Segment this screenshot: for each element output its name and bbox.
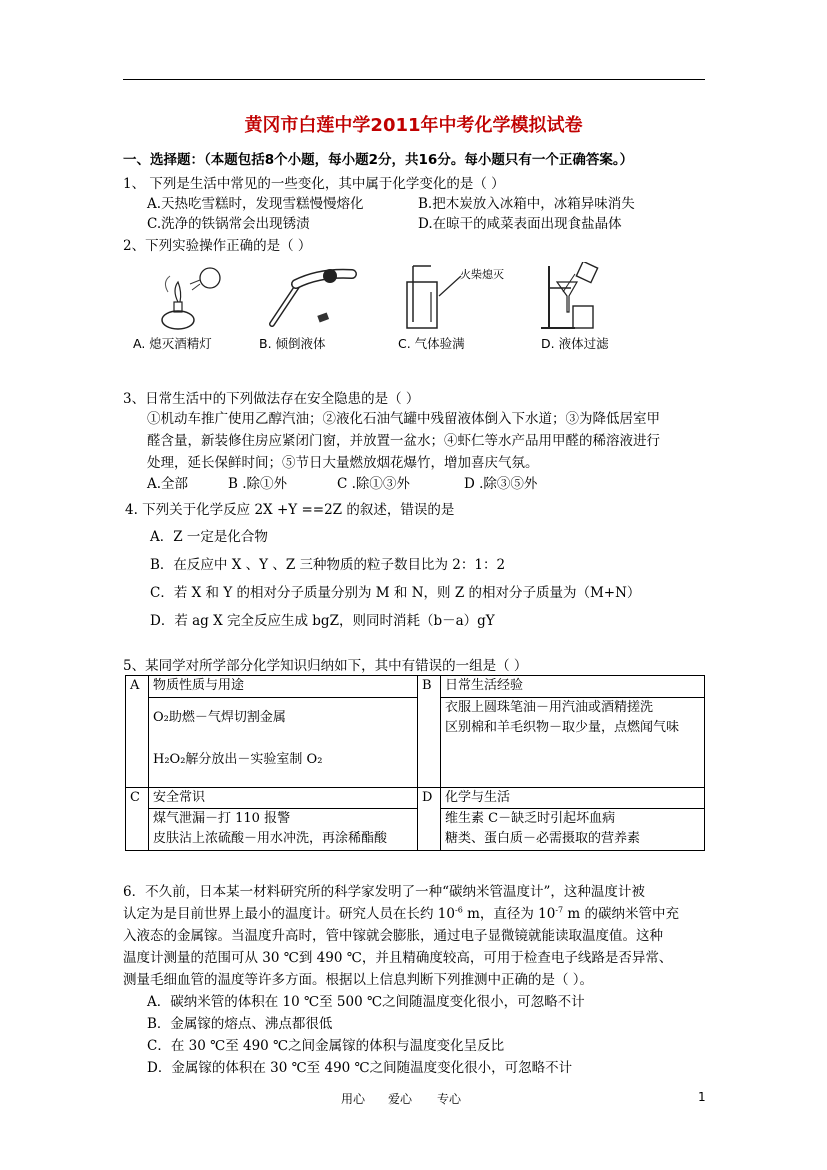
page-title: 黄冈市白莲中学2011年中考化学模拟试卷 <box>244 115 583 136</box>
figure-a-caption: A. 熄灭酒精灯 <box>133 336 212 351</box>
figure-b-caption: B. 倾倒液体 <box>259 336 326 351</box>
q4-option-a: A．Z 一定是化合物 <box>150 529 268 545</box>
q2-stem: 2、下列实验操作正确的是（ ） <box>123 238 312 254</box>
cell-b-head: 日常生活经验 <box>441 676 705 698</box>
header-rule <box>123 79 705 80</box>
q5-knowledge-table <box>125 675 705 851</box>
cell-d-letter: D <box>418 788 441 809</box>
cell-b-content <box>441 698 705 788</box>
q6-line1: 6．不久前，日本某一材料研究所的科学家发明了一种“碳纳米管温度计”，这种温度计被 <box>123 884 645 900</box>
q4-option-d: D．若 ag X 完全反应生成 bgZ，则同时消耗（b－a）gY <box>150 613 495 629</box>
figure-c-caption: C. 气体验满 <box>398 336 465 351</box>
figure-d-filtration <box>535 262 635 332</box>
cell-b-letter: B <box>418 676 441 698</box>
cell-d-line2: 糖类、蛋白质－必需摄取的营养素 <box>445 831 641 846</box>
q5-stem: 5、某同学对所学部分化学知识归纳如下，其中有错误的一组是（ ） <box>123 658 528 674</box>
cell-c-head: 安全常识 <box>149 788 418 809</box>
q1-option-b: B.把木炭放入冰箱中，冰箱异味消失 <box>418 196 635 212</box>
q6-option-b: B．金属镓的熔点、沸点都很低 <box>147 1016 333 1032</box>
cell-d-head: 化学与生活 <box>441 788 705 809</box>
q3-line1: ①机动车推广使用乙醇汽油；②液化石油气罐中残留液体倒入下水道；③为降低居室甲 <box>147 411 660 427</box>
q3-line3: 处理，延长保鲜时间；⑤节日大量燃放烟花爆竹，增加喜庆气氛。 <box>147 455 539 471</box>
figure-c-label: 火柴熄灭 <box>460 268 504 281</box>
footer-word-3: 专心 <box>437 1092 462 1106</box>
q6-option-d: D．金属镓的体积在 30 ℃至 490 ℃之间随温度变化很小，可忽略不计 <box>147 1060 573 1076</box>
q4-stem: 4. 下列关于化学反应 2X +Y ==2Z 的叙述，错误的是 <box>125 502 455 518</box>
q3-option-a: A.全部 <box>147 476 189 492</box>
cell-c-letter: C <box>126 788 149 809</box>
cell-b-line2: 区别棉和羊毛织物－取少量，点燃闻气味 <box>445 720 680 735</box>
q1-option-c: C.洗净的铁锅常会出现锈渍 <box>147 216 310 232</box>
q6-exponent-2: -7 <box>555 905 564 915</box>
q6-line2-part2: m，直径为 10 <box>462 906 556 922</box>
q6-line2-part1: 认定为是目前世界上最小的温度计。研究人员在长约 10 <box>123 906 455 922</box>
section-heading: 一、选择题：（本题包括8个小题，每小题2分，共16分。每小题只有一个正确答案。） <box>123 152 634 168</box>
cell-c-line1: 煤气泄漏－打 110 报警 <box>153 811 291 826</box>
q3-option-b: B .除①外 <box>228 476 288 492</box>
q6-line2-part3: m 的碳纳米管中充 <box>563 906 680 922</box>
footer-word-2: 爱心 <box>388 1092 413 1106</box>
cell-c-line2: 皮肤沾上浓硫酸－用水冲洗，再涂稀酯酸 <box>153 831 388 846</box>
q6-line3: 入液态的金属镓。当温度升高时，管中镓就会膨胀，通过电子显微镜就能读取温度值。这种 <box>123 928 663 944</box>
q6-option-a: A．碳纳米管的体积在 10 ℃至 500 ℃之间随温度变化很小，可忽略不计 <box>147 994 585 1010</box>
q1-option-a: A.天热吃雪糕时，发现雪糕慢慢熔化 <box>147 196 364 212</box>
q4-option-b: B．在反应中 X 、Y 、Z 三种物质的粒子数目比为 2：1：2 <box>150 557 506 573</box>
q3-option-c: C .除①③外 <box>337 476 410 492</box>
cell-a-line2: H₂O₂解分放出－实验室制 O₂ <box>153 752 323 767</box>
q6-line2 <box>123 902 679 922</box>
q1-option-d: D.在晾干的咸菜表面出现食盐晶体 <box>418 216 622 232</box>
footer-word-1: 用心 <box>341 1092 366 1106</box>
q6-line5: 测量毛细血管的温度等许多方面。根据以上信息判断下列推测中正确的是（ ）。 <box>123 972 594 988</box>
q3-line2: 醛含量，新装修住房应紧闭门窗，并放置一盆水；④虾仁等水产品用甲醛的稀溶液进行 <box>147 433 660 449</box>
cell-d-content <box>441 809 705 851</box>
figure-a-extinguish-lamp <box>140 262 240 332</box>
cell-b-line1: 衣服上圆珠笔油－用汽油或酒精搓洗 <box>445 700 654 715</box>
q1-stem: 1、 下列是生活中常见的一些变化，其中属于化学变化的是（ ） <box>123 176 505 192</box>
cell-a-line1: O₂助燃－气焊切割金属 <box>153 710 286 725</box>
cell-a-head: 物质性质与用途 <box>149 676 418 698</box>
figure-b-pour-liquid <box>260 262 360 332</box>
figure-d-caption: D. 液体过滤 <box>541 336 609 351</box>
cell-d-line1: 维生素 C－缺乏时引起坏血病 <box>445 811 616 826</box>
q3-stem: 3、日常生活中的下列做法存在安全隐患的是（ ） <box>123 391 420 407</box>
q6-line4: 温度计测量的范围可从 30 ℃到 490 ℃，并且精确度较高，可用于检查电子线路是否异常、 <box>123 950 673 966</box>
q6-option-c: C．在 30 ℃至 490 ℃之间金属镓的体积与温度变化呈反比 <box>147 1038 505 1054</box>
cell-a-content <box>149 698 418 788</box>
q3-option-d: D .除③⑤外 <box>464 476 538 492</box>
cell-c-content <box>149 809 418 851</box>
page-number: 1 <box>698 1090 706 1104</box>
q6-exponent-1: -6 <box>454 905 463 915</box>
cell-a-letter: A <box>126 676 149 698</box>
q4-option-c: C．若 X 和 Y 的相对分子质量分别为 M 和 N，则 Z 的相对分子质量为（M+N） <box>150 585 641 601</box>
